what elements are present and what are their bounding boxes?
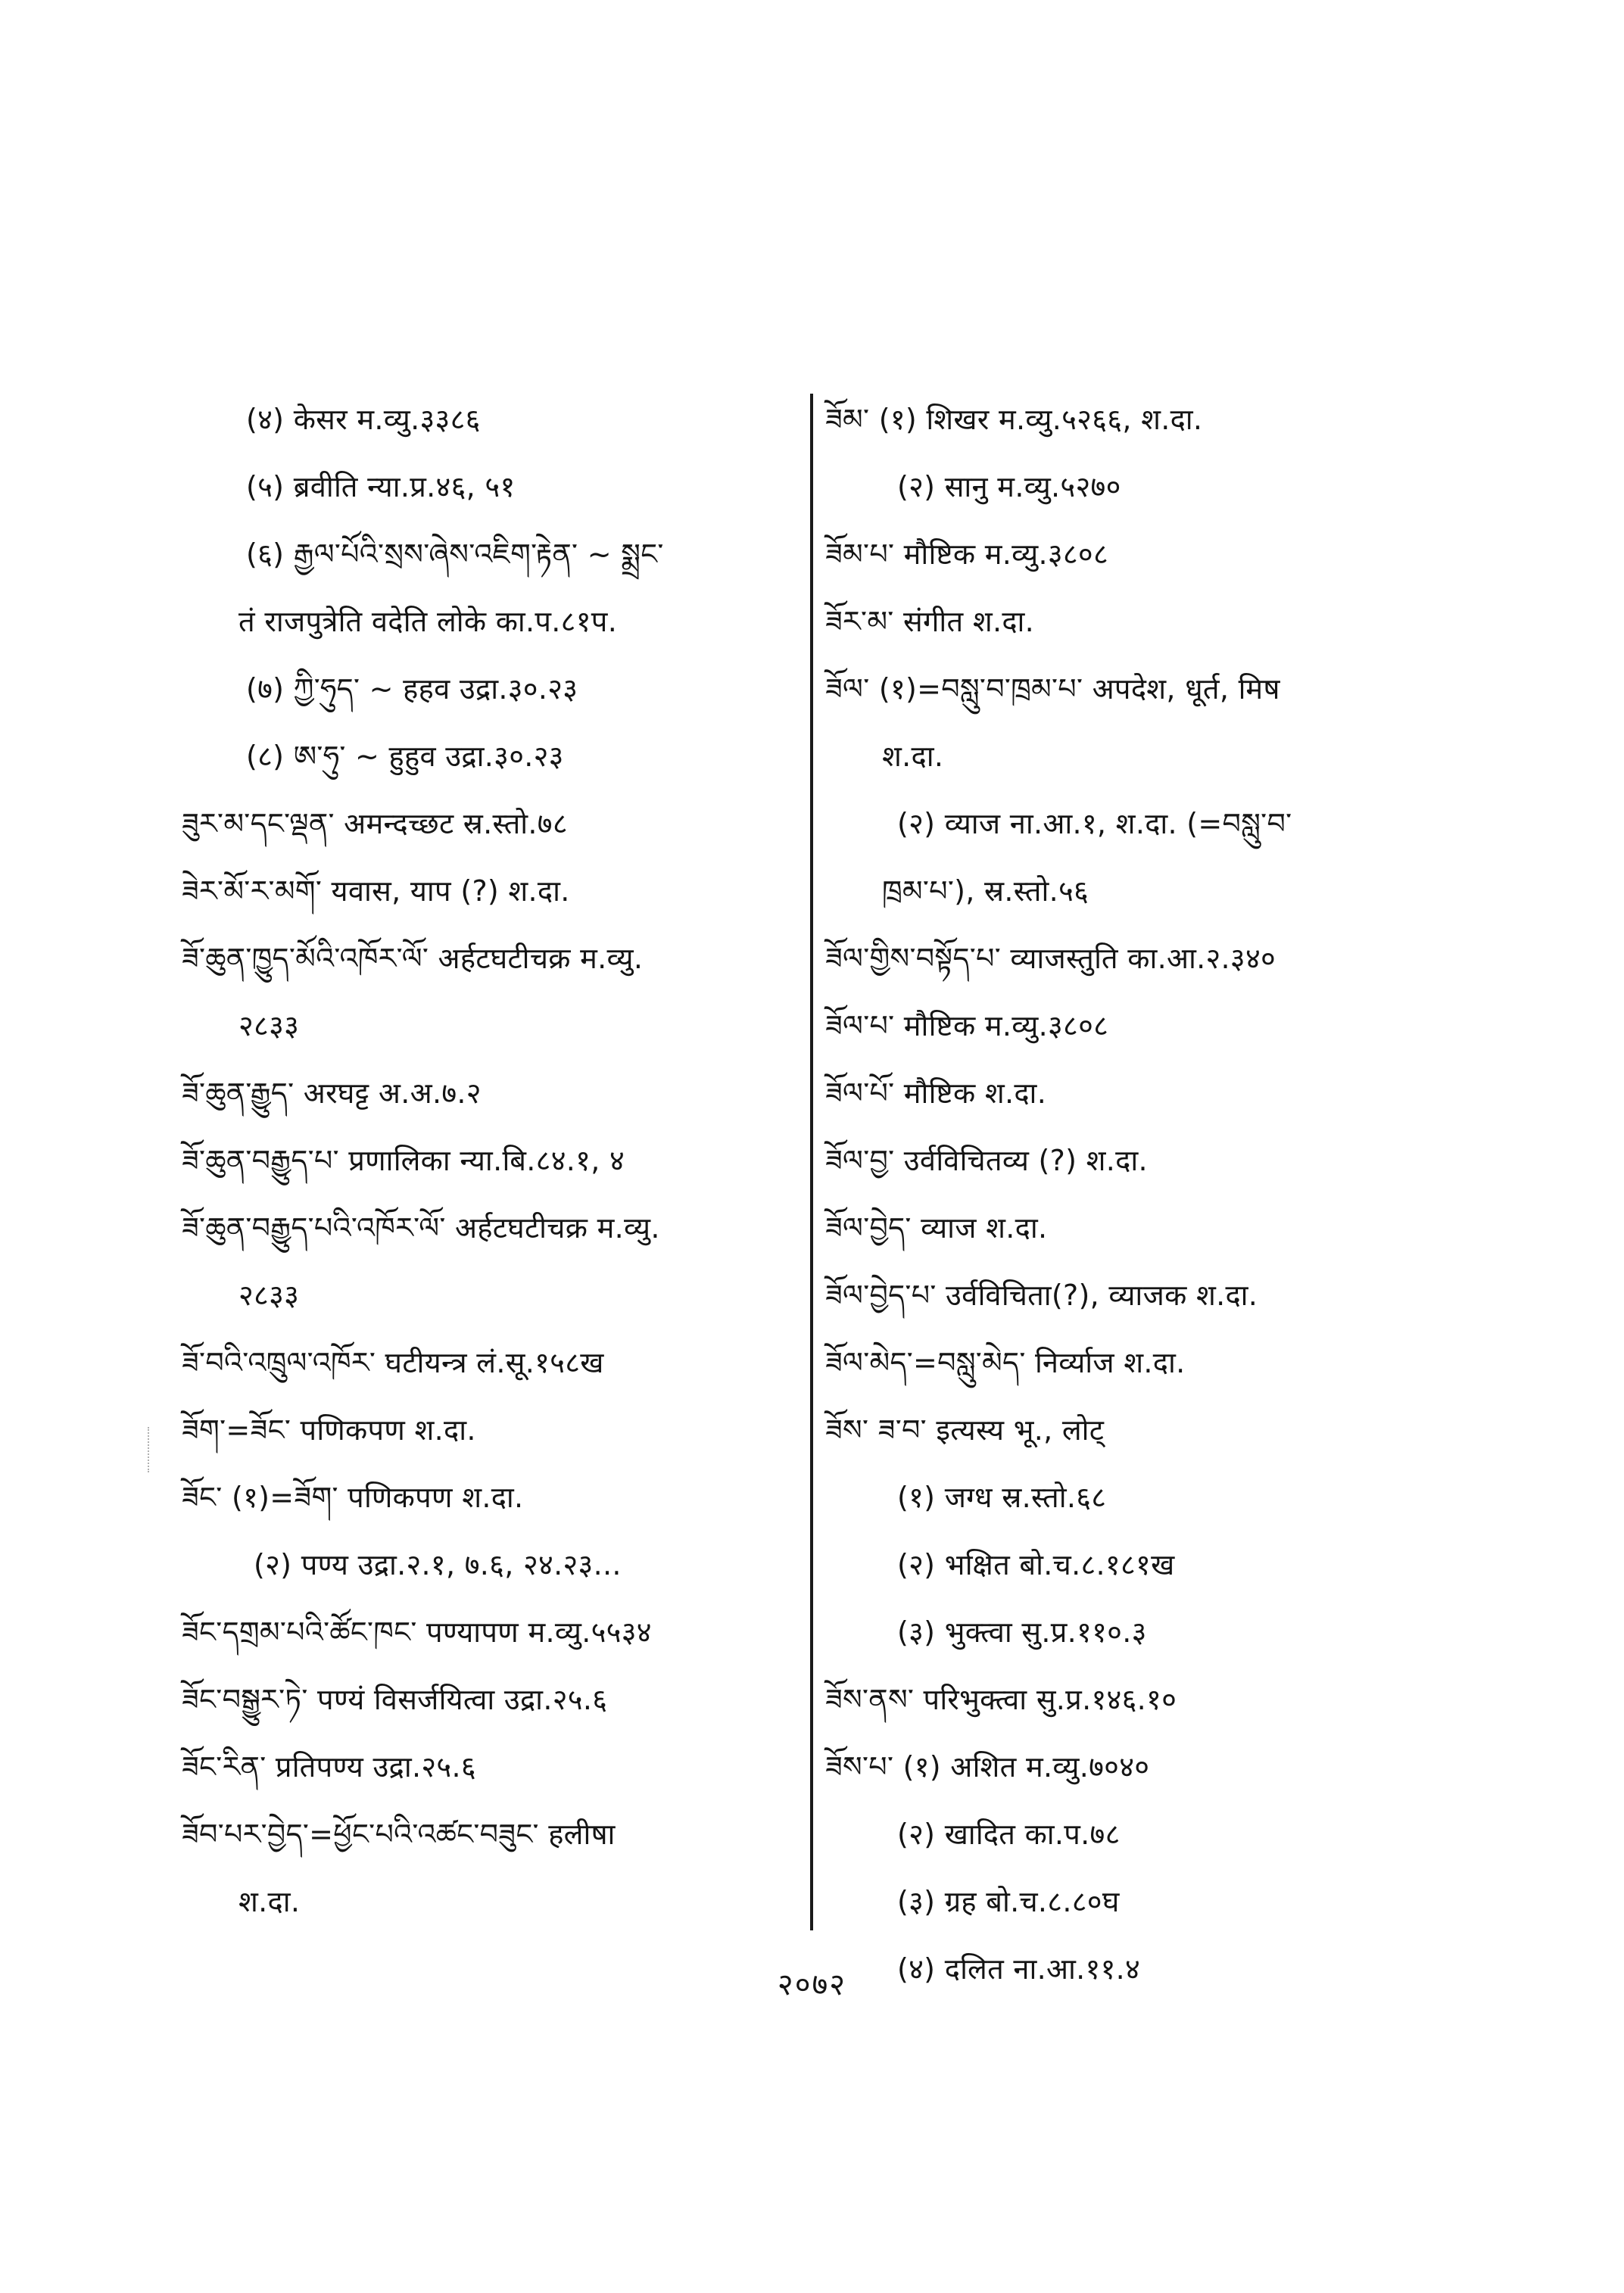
dictionary-entry: ཟོ་ཆུན་བརྒྱུད་པ་ प्रणालिका न्या.बि.८४.१, ४	[182, 1144, 625, 1177]
dictionary-entry: ཟོ་ཆུན་བརྒྱུད་པའི་འཁོར་ལོ་ अर्हटघटीचक्र म.व्यु.	[182, 1211, 660, 1245]
dictionary-entry: ཟོང་བསྒྱུར་ཏེ་ पण्यं विसर्जयित्वा उद्रा.२५.६	[182, 1683, 608, 1716]
dictionary-entry: ཟོར་མ་ संगीत श.दा.	[825, 605, 1035, 638]
dictionary-entry: ཟོལ་བྱེད་པ་ उर्वविचिता(?), व्याजक श.दा.	[825, 1279, 1258, 1312]
dictionary-entry: (६) རྒྱལ་པོའི་སྲས་ཞེས་འཇིག་རྟེན་ ~ སྨྲང་	[246, 537, 664, 571]
left-column	[182, 386, 803, 1936]
page-number: २०७२	[777, 1967, 847, 2002]
dictionary-entry: ཟོལ་པ་ मौष्टिक म.व्यु.३८०८	[825, 1009, 1109, 1042]
dictionary-entry: ཟོལ་མེད་=བསླུ་མེད་ निर्व्याज श.दा.	[825, 1346, 1186, 1379]
dictionary-entry: ཟོས་ནས་ परिभुक्त्वा सु.प्र.१४६.१०	[825, 1683, 1177, 1716]
dictionary-entry: तं राजपुत्रेति वदेति लोके का.प.८१प.	[238, 605, 618, 638]
dictionary-entry: ཟོང་ (१)=ཟོག་ पणिकपण श.दा.	[182, 1481, 524, 1514]
dictionary-entry: ཟོང་རིན་ प्रतिपण्य उद्रा.२५.६	[182, 1750, 476, 1784]
dictionary-entry: ཟོ་ཆུན་ཁྱུད་མོའི་འཁོར་ལོ་ अर्हटघटीचक्र म.व्यु.	[182, 942, 644, 975]
dictionary-entry: ཟོལ་ (१)=བསླུ་བ་ཁྲམ་པ་ अपदेश, धूर्त, मिष	[825, 672, 1280, 706]
dictionary-entry: (४) केसर म.व्यु.३३८६	[246, 403, 481, 436]
dictionary-entry: ཟོབ་པར་བྱེད་=ཕྱོང་པའི་འཚང་བཟུང་ हलीषा	[182, 1818, 616, 1851]
dictionary-entry: (८) ཨ་ཧུ་ ~ हुहुव उद्रा.३०.२३	[246, 740, 564, 773]
scan-edge-mark	[148, 1427, 151, 1472]
dictionary-entry: श.दा.	[238, 1885, 301, 1918]
dictionary-entry: (२) सानु म.व्यु.५२७०	[897, 470, 1121, 503]
dictionary-entry: ཟོལ་བྱ་ उर्वविचितव्य (?) श.दा.	[825, 1144, 1148, 1177]
dictionary-entry: ཟོས་ ཟ་བ་ इत्यस्य भू., लोट्	[825, 1413, 1105, 1447]
dictionary-entry: (२) व्याज ना.आ.१, श.दा. (=བསླུ་བ་	[897, 807, 1292, 840]
column-divider	[810, 394, 813, 1930]
dictionary-entry: ཟོམ་ (१) शिखर म.व्यु.५२६६, श.दा.	[825, 403, 1203, 436]
dictionary-entry: (५) ब्रवीति न्या.प्र.४६, ५१	[246, 470, 516, 503]
dictionary-entry: श.दा.	[882, 740, 944, 773]
dictionary-entry: ཟོ་ཆུན་རྒྱུད་ अरघट्ट अ.अ.७.२	[182, 1076, 482, 1110]
dictionary-entry: ཟོག་=ཟོང་ पणिकपण श.दा.	[182, 1413, 476, 1447]
dictionary-entry: (२) खादित का.प.७८	[897, 1818, 1121, 1851]
dictionary-entry: ཟོ་བའི་འཁྲུལ་འཁོར་ घटीयन्त्र लं.सू.१५८ख	[182, 1346, 604, 1379]
dictionary-entry: (२) पण्य उद्रा.२.१, ७.६, २४.२३...	[254, 1548, 622, 1581]
dictionary-entry: ཟོལ་གྱིས་བསྟོད་པ་ व्याजस्तुति का.आ.२.३४०	[825, 942, 1276, 975]
dictionary-entry: २८३३	[238, 1009, 300, 1042]
dictionary-entry: ཟོལ་པོ་ मौष्टिक श.दा.	[825, 1076, 1047, 1110]
dictionary-entry: (२) भक्षित बो.च.८.१८१ख	[897, 1548, 1175, 1581]
dictionary-entry: ཟོལ་བྱེད་ व्याज श.दा.	[825, 1211, 1048, 1245]
dictionary-entry: ཟོམ་པ་ मौष्टिक म.व्यु.३८०८	[825, 537, 1109, 571]
dictionary-entry: (३) ग्रह बो.च.८.८०घ	[897, 1885, 1120, 1918]
dictionary-entry: ཟེར་མོ་ར་མགོ་ यवास, याप (?) श.दा.	[182, 874, 570, 908]
right-column	[825, 386, 1446, 2003]
dictionary-entry: (४) दलित ना.आ.११.४	[897, 1952, 1141, 1986]
dictionary-entry: (७) ཀྱི་ཧུད་ ~ हहव उद्रा.३०.२३	[246, 672, 578, 706]
dictionary-entry: ཁྲམ་པ་), स्र.स्तो.५६	[882, 874, 1089, 908]
dictionary-entry: ཟོས་པ་ (१) अशित म.व्यु.७०४०	[825, 1750, 1150, 1784]
dictionary-entry: (१) जग्ध स्र.स्तो.६८	[897, 1481, 1107, 1514]
dictionary-entry: ཟོང་དགྲམ་པའི་ཚོང་ཁང་ पण्यापण म.व्यु.५५३४	[182, 1615, 652, 1649]
dictionary-entry: २८३३	[238, 1279, 300, 1312]
dictionary-entry: (३) भुक्त्वा सु.प्र.११०.३	[897, 1615, 1147, 1649]
dictionary-entry: ཟུར་མ་དང་ལྡན་ अमन्दच्छट स्र.स्तो.७८	[182, 807, 568, 840]
